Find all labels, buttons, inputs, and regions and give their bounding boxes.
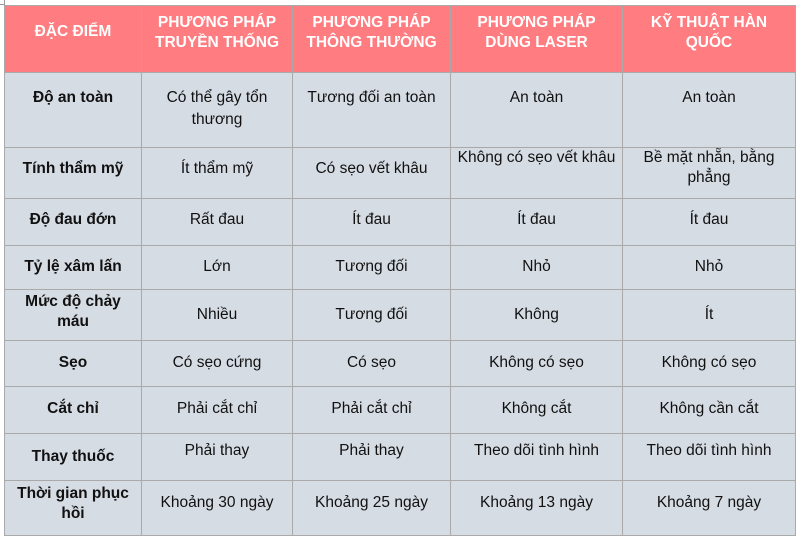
table-cell: Ít thẩm mỹ (142, 148, 293, 199)
table-row (5, 434, 796, 481)
table-cell: Theo dõi tình hình (451, 434, 623, 481)
feature-cell: Cắt chỉ (5, 387, 142, 434)
feature-cell: Sẹo (5, 341, 142, 387)
table-cell: Theo dõi tình hình (623, 434, 796, 481)
table-cell: Phải cắt chỉ (142, 387, 293, 434)
table-cell: Rất đau (142, 199, 293, 246)
table-cell: Tương đối (293, 290, 451, 341)
header-korean-technique: KỸ THUẬT HÀN QUỐC (623, 6, 796, 73)
table-cell: Không có sẹo vết khâu (451, 148, 623, 199)
feature-cell: Mức độ chảy máu (5, 290, 142, 341)
table-cell: Không có sẹo (451, 341, 623, 387)
table-row (5, 387, 796, 434)
table-cell: Phải thay (142, 434, 293, 481)
table-cell: Không (451, 290, 623, 341)
header-row (5, 6, 796, 73)
feature-cell: Thay thuốc (5, 434, 142, 481)
header-laser-method: PHƯƠNG PHÁP DÙNG LASER (451, 6, 623, 73)
table-cell: Nhỏ (623, 246, 796, 290)
table-cell: Bề mặt nhẵn, bằng phẳng (623, 148, 796, 199)
table-cell: Ít đau (451, 199, 623, 246)
table-cell: Khoảng 30 ngày (142, 481, 293, 536)
table-row (5, 481, 796, 536)
table-cell: Tương đối (293, 246, 451, 290)
table-cell: Nhỏ (451, 246, 623, 290)
table-row (5, 73, 796, 148)
table-row (5, 148, 796, 199)
table-cell: Có sẹo (293, 341, 451, 387)
table-cell: Lớn (142, 246, 293, 290)
table-cell: An toàn (451, 73, 623, 148)
header-traditional-method: PHƯƠNG PHÁP TRUYỀN THỐNG (142, 6, 293, 73)
table-cell: Nhiều (142, 290, 293, 341)
table-cell: Khoảng 7 ngày (623, 481, 796, 536)
table-cell: Có thể gây tổn thương (142, 73, 293, 148)
header-feature: ĐẶC ĐIỂM (5, 6, 142, 73)
feature-cell: Độ an toàn (5, 73, 142, 148)
table-row (5, 341, 796, 387)
table-cell: Không có sẹo (623, 341, 796, 387)
table-cell: Khoảng 13 ngày (451, 481, 623, 536)
table-cell: Phải cắt chỉ (293, 387, 451, 434)
table-cell: Khoảng 25 ngày (293, 481, 451, 536)
table-cell: An toàn (623, 73, 796, 148)
header-conventional-method: PHƯƠNG PHÁP THÔNG THƯỜNG (293, 6, 451, 73)
table-cell: Không cắt (451, 387, 623, 434)
table-cell: Có sẹo cứng (142, 341, 293, 387)
table-cell: Phải thay (293, 434, 451, 481)
feature-cell: Tính thẩm mỹ (5, 148, 142, 199)
table-row (5, 199, 796, 246)
table-cell: Không cần cắt (623, 387, 796, 434)
comparison-table (4, 5, 796, 536)
table-row (5, 246, 796, 290)
table-cell: Ít (623, 290, 796, 341)
table-cell: Tương đối an toàn (293, 73, 451, 148)
table-cell: Có sẹo vết khâu (293, 148, 451, 199)
table-row (5, 290, 796, 341)
feature-cell: Thời gian phục hồi (5, 481, 142, 536)
table-cell: Ít đau (623, 199, 796, 246)
feature-cell: Độ đau đớn (5, 199, 142, 246)
table-cell: Ít đau (293, 199, 451, 246)
feature-cell: Tỷ lệ xâm lấn (5, 246, 142, 290)
